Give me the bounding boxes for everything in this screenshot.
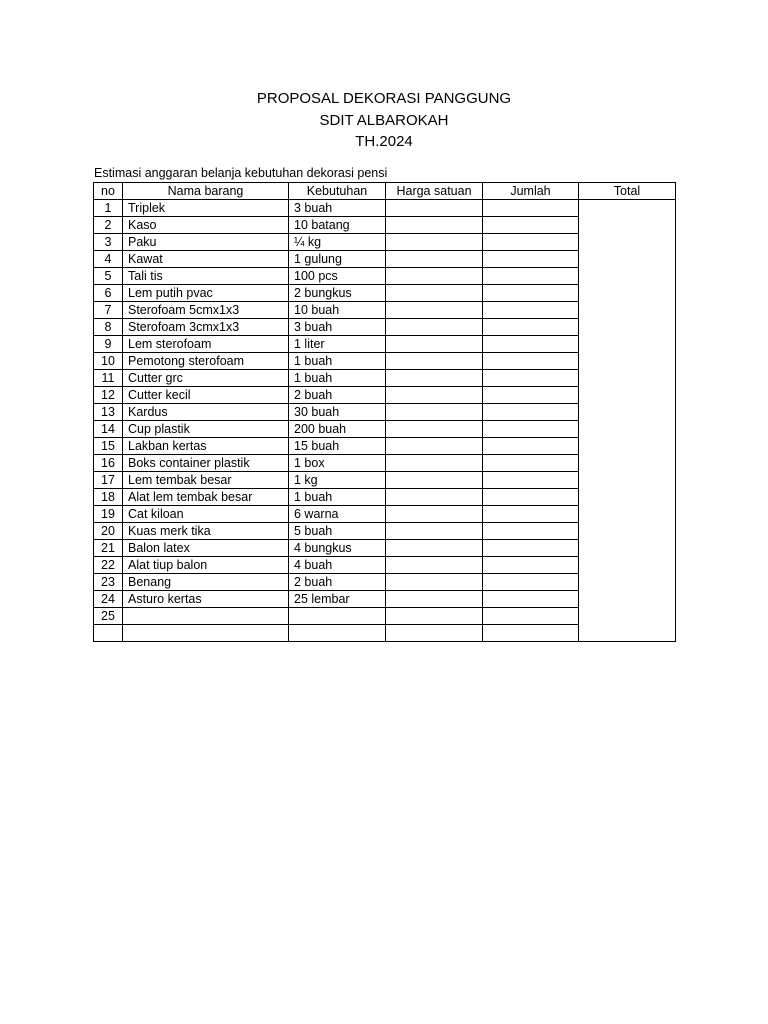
header-no: no xyxy=(94,183,123,200)
cell-no: 11 xyxy=(94,370,123,387)
cell-nama-barang: Cutter grc xyxy=(123,370,289,387)
cell-harga-satuan xyxy=(386,217,483,234)
cell-harga-satuan xyxy=(386,472,483,489)
header-harga-satuan: Harga satuan xyxy=(386,183,483,200)
cell-kebutuhan: 10 buah xyxy=(289,302,386,319)
cell-no: 18 xyxy=(94,489,123,506)
cell-jumlah xyxy=(483,234,579,251)
cell-jumlah xyxy=(483,268,579,285)
cell-jumlah xyxy=(483,472,579,489)
cell-no: 14 xyxy=(94,421,123,438)
cell-no: 15 xyxy=(94,438,123,455)
cell-jumlah xyxy=(483,319,579,336)
cell-jumlah xyxy=(483,200,579,217)
cell-kebutuhan: 10 batang xyxy=(289,217,386,234)
cell-jumlah xyxy=(483,523,579,540)
cell-no: 23 xyxy=(94,574,123,591)
cell-harga-satuan xyxy=(386,557,483,574)
cell-harga-satuan xyxy=(386,200,483,217)
header-nama-barang: Nama barang xyxy=(123,183,289,200)
cell-jumlah xyxy=(483,455,579,472)
cell-kebutuhan: 1 buah xyxy=(289,353,386,370)
cell-jumlah xyxy=(483,591,579,608)
cell-no: 5 xyxy=(94,268,123,285)
cell-no: 16 xyxy=(94,455,123,472)
cell-kebutuhan: 6 warna xyxy=(289,506,386,523)
cell-nama-barang: Benang xyxy=(123,574,289,591)
cell-kebutuhan: 2 buah xyxy=(289,387,386,404)
cell-kebutuhan xyxy=(289,608,386,625)
cell-nama-barang: Lem putih pvac xyxy=(123,285,289,302)
cell-jumlah xyxy=(483,506,579,523)
cell-harga-satuan xyxy=(386,506,483,523)
cell-nama-barang: Kuas merk tika xyxy=(123,523,289,540)
subtitle-line: SDIT ALBAROKAH xyxy=(319,111,449,129)
cell-nama-barang: Sterofoam 3cmx1x3 xyxy=(123,319,289,336)
cell-nama-barang: Boks container plastik xyxy=(123,455,289,472)
cell-kebutuhan: 1 buah xyxy=(289,370,386,387)
cell-nama-barang: Alat tiup balon xyxy=(123,557,289,574)
cell-kebutuhan: 1 box xyxy=(289,455,386,472)
cell-nama-barang: Kardus xyxy=(123,404,289,421)
cell-no: 20 xyxy=(94,523,123,540)
cell-no: 8 xyxy=(94,319,123,336)
cell-no: 2 xyxy=(94,217,123,234)
cell-harga-satuan xyxy=(386,608,483,625)
cell-harga-satuan xyxy=(386,489,483,506)
cell-nama-barang xyxy=(123,608,289,625)
cell-nama-barang: Cat kiloan xyxy=(123,506,289,523)
cell-harga-satuan xyxy=(386,625,483,642)
cell-nama-barang xyxy=(123,625,289,642)
year-line: TH.2024 xyxy=(355,133,413,150)
cell-kebutuhan: 200 buah xyxy=(289,421,386,438)
cell-nama-barang: Kawat xyxy=(123,251,289,268)
document-title xyxy=(0,88,768,153)
table-caption: Estimasi anggaran belanja kebutuhan dekorasi pensi xyxy=(94,166,388,180)
cell-harga-satuan xyxy=(386,404,483,421)
cell-no: 24 xyxy=(94,591,123,608)
cell-no xyxy=(94,625,123,642)
cell-kebutuhan: 1 kg xyxy=(289,472,386,489)
cell-no: 7 xyxy=(94,302,123,319)
cell-kebutuhan: 1 liter xyxy=(289,336,386,353)
cell-nama-barang: Sterofoam 5cmx1x3 xyxy=(123,302,289,319)
cell-jumlah xyxy=(483,353,579,370)
cell-nama-barang: Paku xyxy=(123,234,289,251)
cell-jumlah xyxy=(483,438,579,455)
cell-kebutuhan: 4 bungkus xyxy=(289,540,386,557)
cell-jumlah xyxy=(483,557,579,574)
cell-jumlah xyxy=(483,489,579,506)
cell-no: 13 xyxy=(94,404,123,421)
cell-no: 17 xyxy=(94,472,123,489)
cell-harga-satuan xyxy=(386,540,483,557)
cell-kebutuhan: 100 pcs xyxy=(289,268,386,285)
cell-kebutuhan: 15 buah xyxy=(289,438,386,455)
cell-jumlah xyxy=(483,251,579,268)
cell-harga-satuan xyxy=(386,336,483,353)
cell-kebutuhan: 3 buah xyxy=(289,319,386,336)
cell-harga-satuan xyxy=(386,234,483,251)
cell-no: 1 xyxy=(94,200,123,217)
cell-kebutuhan: 3 buah xyxy=(289,200,386,217)
cell-no: 10 xyxy=(94,353,123,370)
cell-no: 3 xyxy=(94,234,123,251)
cell-jumlah xyxy=(483,302,579,319)
cell-no: 9 xyxy=(94,336,123,353)
cell-no: 22 xyxy=(94,557,123,574)
cell-kebutuhan: 25 lembar xyxy=(289,591,386,608)
cell-kebutuhan: 1 gulung xyxy=(289,251,386,268)
cell-harga-satuan xyxy=(386,319,483,336)
cell-kebutuhan: 30 buah xyxy=(289,404,386,421)
cell-kebutuhan: 5 buah xyxy=(289,523,386,540)
cell-jumlah xyxy=(483,217,579,234)
cell-nama-barang: Lem sterofoam xyxy=(123,336,289,353)
cell-nama-barang: Alat lem tembak besar xyxy=(123,489,289,506)
cell-harga-satuan xyxy=(386,438,483,455)
cell-jumlah xyxy=(483,625,579,642)
cell-harga-satuan xyxy=(386,268,483,285)
cell-nama-barang: Lakban kertas xyxy=(123,438,289,455)
cell-kebutuhan: 2 bungkus xyxy=(289,285,386,302)
cell-no: 19 xyxy=(94,506,123,523)
cell-jumlah xyxy=(483,608,579,625)
header-total: Total xyxy=(579,183,676,200)
cell-harga-satuan xyxy=(386,574,483,591)
cell-kebutuhan: 1 buah xyxy=(289,489,386,506)
cell-nama-barang: Lem tembak besar xyxy=(123,472,289,489)
cell-nama-barang: Cup plastik xyxy=(123,421,289,438)
cell-jumlah xyxy=(483,336,579,353)
header-jumlah: Jumlah xyxy=(483,183,579,200)
table-header-row xyxy=(94,183,676,200)
cell-jumlah xyxy=(483,285,579,302)
cell-harga-satuan xyxy=(386,523,483,540)
cell-nama-barang: Kaso xyxy=(123,217,289,234)
cell-nama-barang: Balon latex xyxy=(123,540,289,557)
cell-harga-satuan xyxy=(386,302,483,319)
cell-harga-satuan xyxy=(386,387,483,404)
cell-harga-satuan xyxy=(386,591,483,608)
cell-jumlah xyxy=(483,404,579,421)
cell-total xyxy=(579,200,676,642)
cell-kebutuhan: 2 buah xyxy=(289,574,386,591)
cell-jumlah xyxy=(483,421,579,438)
cell-harga-satuan xyxy=(386,285,483,302)
cell-harga-satuan xyxy=(386,251,483,268)
table-body xyxy=(94,200,676,642)
cell-nama-barang: Asturo kertas xyxy=(123,591,289,608)
cell-no: 25 xyxy=(94,608,123,625)
cell-kebutuhan xyxy=(289,625,386,642)
cell-nama-barang: Triplek xyxy=(123,200,289,217)
cell-harga-satuan xyxy=(386,370,483,387)
cell-nama-barang: Tali tis xyxy=(123,268,289,285)
cell-harga-satuan xyxy=(386,455,483,472)
cell-nama-barang: Cutter kecil xyxy=(123,387,289,404)
title-line: PROPOSAL DEKORASI PANGGUNG xyxy=(256,90,512,107)
table-row xyxy=(94,200,676,217)
cell-jumlah xyxy=(483,370,579,387)
cell-harga-satuan xyxy=(386,353,483,370)
cell-no: 6 xyxy=(94,285,123,302)
cell-kebutuhan: ¼ kg xyxy=(289,234,386,251)
cell-jumlah xyxy=(483,540,579,557)
cell-jumlah xyxy=(483,387,579,404)
budget-table xyxy=(93,182,676,642)
cell-no: 12 xyxy=(94,387,123,404)
cell-kebutuhan: 4 buah xyxy=(289,557,386,574)
cell-nama-barang: Pemotong sterofoam xyxy=(123,353,289,370)
header-kebutuhan: Kebutuhan xyxy=(289,183,386,200)
cell-harga-satuan xyxy=(386,421,483,438)
cell-no: 21 xyxy=(94,540,123,557)
cell-no: 4 xyxy=(94,251,123,268)
cell-jumlah xyxy=(483,574,579,591)
